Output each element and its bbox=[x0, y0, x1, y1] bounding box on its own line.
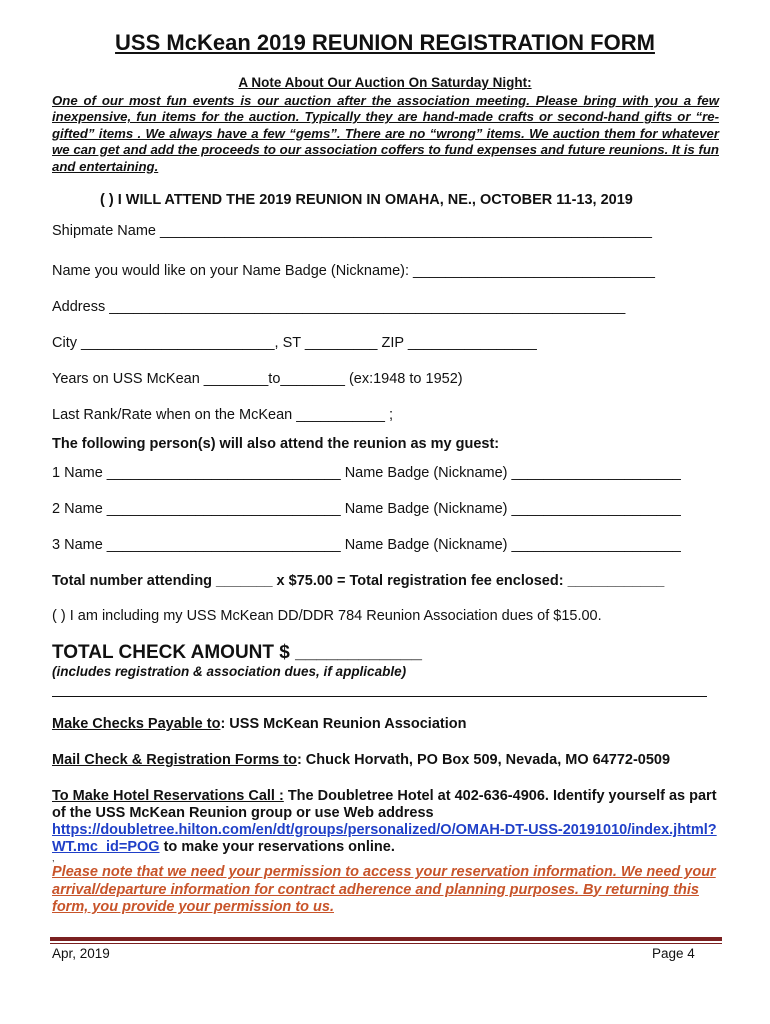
footer-date: Apr, 2019 bbox=[52, 946, 110, 961]
hotel-reservations bbox=[52, 788, 717, 856]
nickname-field[interactable]: Name you would like on your Name Badge (Nickname): ______________________________ bbox=[52, 263, 655, 279]
auction-note-heading: A Note About Our Auction On Saturday Night: bbox=[238, 75, 532, 90]
last-rank-field[interactable]: Last Rank/Rate when on the McKean ___________ ; bbox=[52, 407, 393, 423]
permission-note: Please note that we need your permission to access your reservation information. We need your arrival/departure information for contract adherence and planning purposes. By returning this form, you provide your permission to us. bbox=[52, 864, 716, 915]
years-on-mckean-field[interactable]: Years on USS McKean ________to________ (ex:1948 to 1952) bbox=[52, 371, 463, 387]
guest-row-2[interactable]: 2 Name _____________________________ Name Badge (Nickname) _____________________ bbox=[52, 501, 681, 517]
footer-rule-thin bbox=[50, 943, 722, 944]
payable-line bbox=[52, 716, 466, 732]
section-divider bbox=[52, 696, 707, 697]
total-includes-note: (includes registration & association dues, if applicable) bbox=[52, 664, 407, 679]
auction-note-body: One of our most fun events is our auction after the association meeting. Please bring with you a few inexpensive, fun items for the auction. Typically they are hand-made crafts or second-hand gifts or “re-gifted” items . We always have a few “gems”. There are no “wrong” items. We auction them for whatever we can get and add the proceeds to our association coffers to fund expenses and future reunions. It is fun and entertaining. bbox=[52, 93, 719, 174]
footer-page-number: Page 4 bbox=[652, 946, 695, 961]
hotel-text: The Doubletree Hotel at 402-636-4906. Identify yourself as part of the USS McKean Reunion group or use Web address bbox=[52, 788, 717, 821]
mail-label: Mail Check & Registration Forms to bbox=[52, 752, 297, 768]
dues-checkbox-line[interactable]: ( ) I am including my USS McKean DD/DDR 784 Reunion Association dues of $15.00. bbox=[52, 608, 602, 624]
total-check-amount[interactable]: TOTAL CHECK AMOUNT $ ____________ bbox=[52, 642, 422, 663]
city-state-zip-field[interactable]: City ________________________, ST _________ ZIP ________________ bbox=[52, 335, 537, 351]
hotel-suffix: to make your reservations online. bbox=[159, 839, 395, 855]
payable-value: : USS McKean Reunion Association bbox=[220, 716, 467, 732]
mail-line bbox=[52, 752, 670, 768]
address-field[interactable]: Address ________________________________________________________________ bbox=[52, 299, 626, 315]
guest-row-1[interactable]: 1 Name _____________________________ Name Badge (Nickname) _____________________ bbox=[52, 465, 681, 481]
payable-label: Make Checks Payable to bbox=[52, 716, 221, 732]
guest-row-3[interactable]: 3 Name _____________________________ Name Badge (Nickname) _____________________ bbox=[52, 537, 681, 553]
form-title: USS McKean 2019 REUNION REGISTRATION FORM bbox=[115, 30, 655, 55]
hotel-reservation-link[interactable]: https://doubletree.hilton.com/en/dt/groups/personalized/O/OMAH-DT-USS-20191010/index.jhtml?WT.mc_id=POG bbox=[52, 822, 717, 855]
footer-rule-thick bbox=[50, 937, 722, 941]
total-attending-line[interactable]: Total number attending _______ x $75.00 = Total registration fee enclosed: ____________ bbox=[52, 573, 665, 589]
mail-value: : Chuck Horvath, PO Box 509, Nevada, MO 64772-0509 bbox=[296, 752, 671, 768]
attend-checkbox-line[interactable]: ( ) I WILL ATTEND THE 2019 REUNION IN OMAHA, NE., OCTOBER 11-13, 2019 bbox=[100, 192, 633, 208]
guests-heading: The following person(s) will also attend the reunion as my guest: bbox=[52, 436, 500, 452]
stray-mark: , bbox=[52, 853, 55, 863]
shipmate-name-field[interactable]: Shipmate Name _____________________________________________________________ bbox=[52, 223, 652, 239]
hotel-label: To Make Hotel Reservations Call : bbox=[52, 788, 284, 804]
